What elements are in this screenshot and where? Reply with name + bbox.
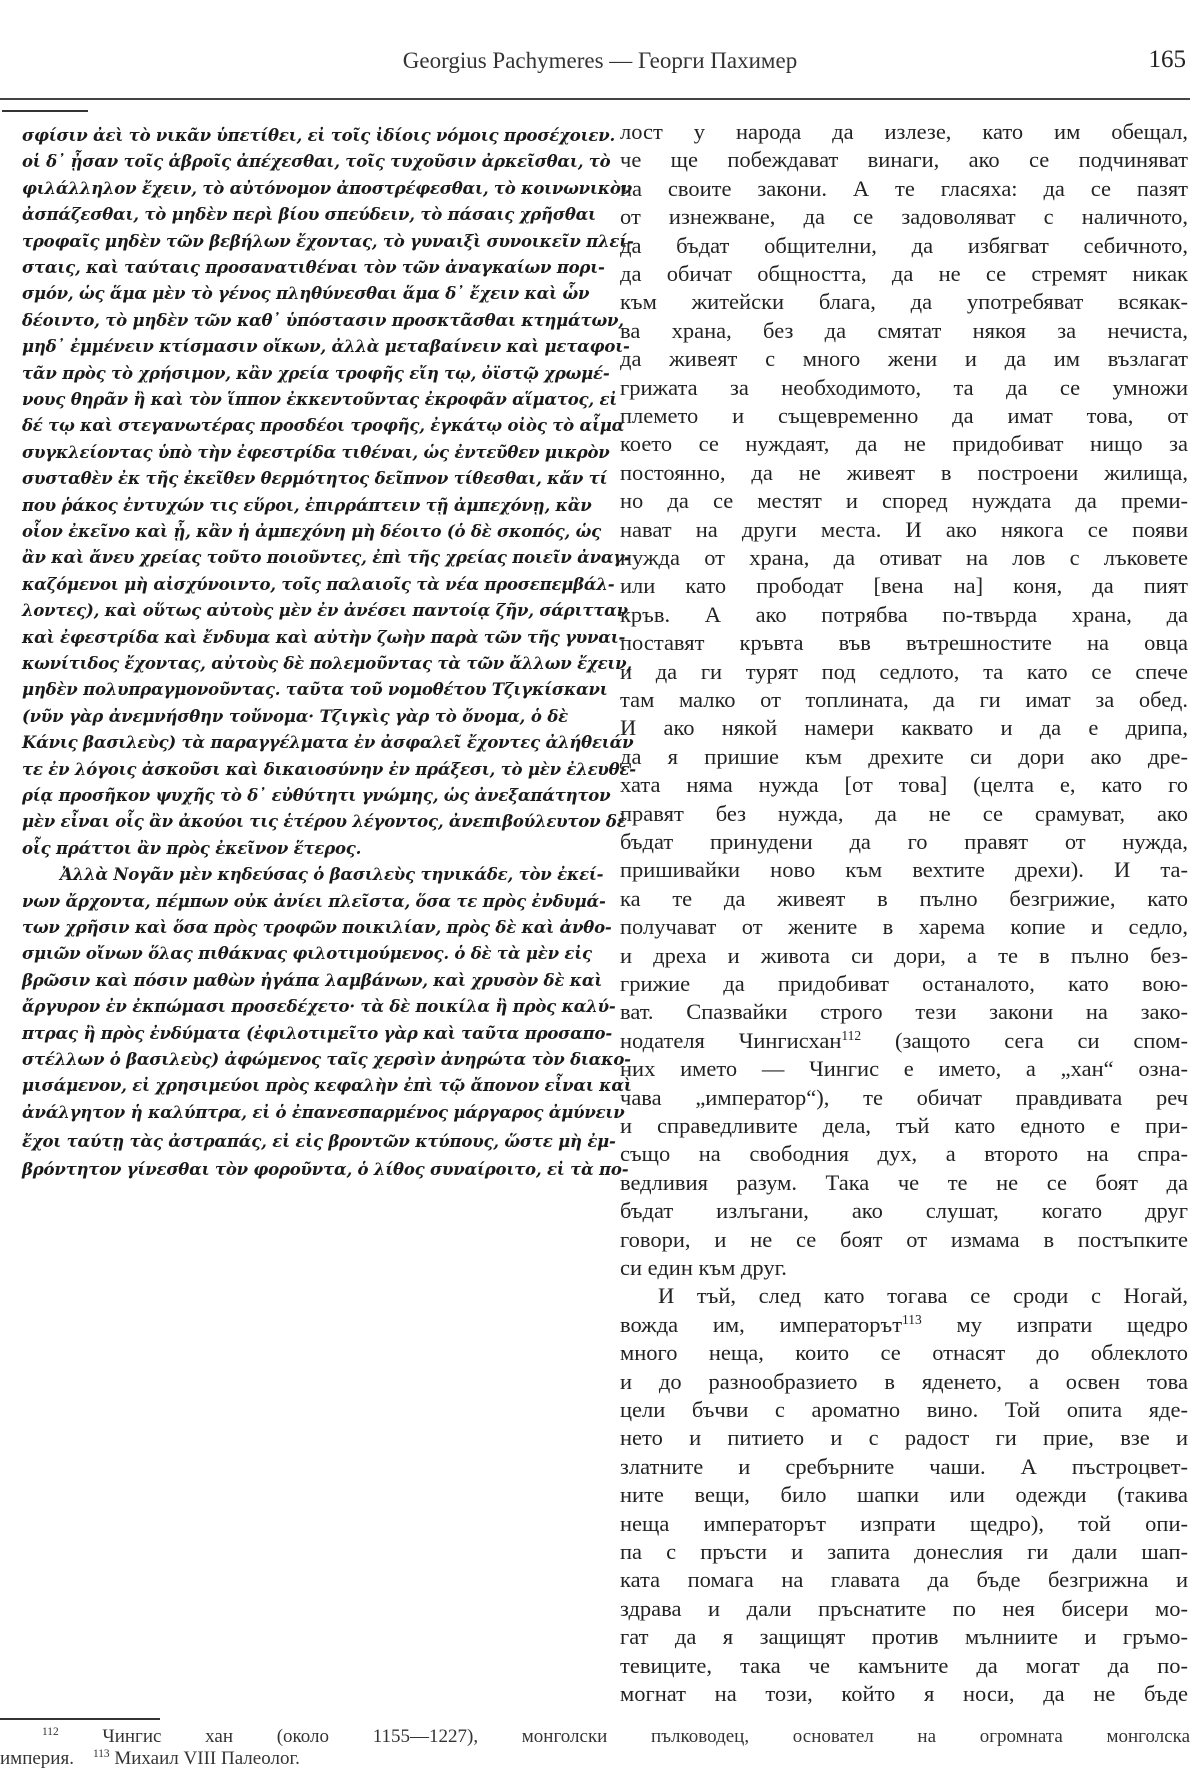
column-top-rule [2,110,88,112]
greek-text-line: δέ τῳ καὶ στεγανωτέρας προσδέοι τροφῆς, ἐγκάτῳ οἰὸς τὸ αἷμα [22,416,625,436]
line-text: (защото сега си спом- [861,1027,1188,1053]
footnote-112-continuation: империя. [0,1748,74,1769]
bulgarian-text-line [620,1027,1188,1055]
bulgarian-text-line: грижие да придобиват останалото, като вою- [620,971,1188,996]
greek-text-line: συσταθὲν ἐκ τῆς ἐκεῖθεν θερμότητος δεῖπνον τίθεσθαι, κἄν τί [22,469,608,489]
greek-text-line: που ῥάκος ἐντυχών τις εὕροι, ἐπιρράπτειν τῇ ἀμπεχόνῃ, κἂν [22,495,592,515]
bulgarian-text-line: па с пръсти и запита донеслия ги дали шап- [620,1539,1188,1564]
bulgarian-text-line: златните и сребърните чаши. А пъстроцвет- [620,1453,1188,1479]
greek-text-line: ἔχοι ταύτῃ τὰς ἀστραπάς, εἰ εἰς βροντῶν κτύπους, ὥστε μὴ ἐμ- [22,1131,616,1151]
bulgarian-text-line: получават от жените в харема копие и седло, [620,914,1188,940]
footnote-reference[interactable]: 112 [841,1027,862,1043]
bulgarian-text-line: поставят кръвта във вътрешностите на овца [620,630,1188,656]
bulgarian-text-line: ват. Спазвайки строго тези закони на зако- [620,999,1188,1025]
bulgarian-text-line: от изнежване, да се задоволяват с наличното, [620,204,1188,230]
footnote-rule [0,1718,160,1720]
greek-text-line: οἱ δ᾽ ᾖσαν τοῖς ἁβροῖς ἀπέχεσθαι, τοῖς τυχοῦσιν ἀρκεῖσθαι, τὸ [22,152,611,172]
bulgarian-text-line: или като прободат [вена на] коня, да пият [620,573,1188,599]
bulgarian-text-line: да живеят с много жени и да им възлагат [620,346,1188,372]
footnote-113-text: Михаил VIII Палеолог. [114,1748,300,1769]
bulgarian-text-line: племето и същевременно да имат това, от [620,403,1188,428]
running-header-title: Georgius Pachymeres — Георги Пахимер [402,48,798,73]
bulgarian-text-line: пришивайки ново към вехтите дрехи). И та- [620,857,1188,883]
greek-text-line: καζόμενοι μὴ αἰσχύνοιντο, τοῖς παλαιοῖς τὰ νέα προσεπεμβάλ- [22,574,615,594]
bulgarian-text-line: че ще побеждават винаги, ако се подчиняват [620,147,1188,173]
bulgarian-text-line: неща императорът изпрати щедро), той опи- [620,1510,1188,1536]
line-text: нодателя Чингисхан [620,1027,842,1053]
bulgarian-text-line: да обичат общността, да не се стремят никак [620,261,1188,286]
bulgarian-text-line: да бъдат общителни, да избягват себичното, [620,232,1188,258]
greek-text-line: βρῶσιν καὶ πόσιν μαθὼν ἠγάπα λαμβάνων, καὶ χρυσὸν δὲ καὶ [22,970,603,990]
greek-text-line: στέλλων ὁ βασιλεὺς) ἀφώμενος ταῖς χερσὶν ἀνηρώτα τὸν διακο- [22,1050,631,1069]
bulgarian-text-line: си един към друг. [620,1255,787,1280]
greek-text-line: ἂν καὶ ἄνευ χρείας τοῦτο ποιοῦντες, ἐπὶ τῆς χρείας ποιεῖν ἀναγ- [22,548,631,568]
bulgarian-text-line: цели бъчви с ароматно вино. Той опита яде- [620,1397,1188,1422]
bulgarian-text-line: здрава и дали пръснатите по нея бисери мо- [620,1595,1188,1621]
greek-text-line: Κάνις βασιλεὺς) τὰ παραγγέλματα ἐν ἀσφαλεῖ ἔχοντες ἀλήθειάν [22,733,634,753]
greek-text-line: σμιῶν οἴνων ὅλας πιθάκνας φιλοτιμούμενος. ὁ δὲ τὰ μὲν εἰς [22,944,592,964]
bulgarian-text-line: също на свободния дух, а второто на спра- [620,1141,1188,1167]
greek-text-line: λοντες), καὶ οὕτως αὐτοὺς μὲν ἐν ἀνέσει παντοίᾳ ζῆν, σάριτταν [22,601,628,621]
greek-text-line: νων ἄρχοντα, πέμπων οὐκ ἀνίει πλεῖστα, ὅσα τε πρὸς ἐνδυμά- [22,891,606,911]
bulgarian-text-line: нето и питието и с радост ги прие, взе и [620,1425,1188,1451]
bulgarian-text-line: И тъй, след като тогава се сроди с Ногай, [658,1283,1188,1309]
greek-text-line: οἷον ἐκεῖνο καὶ ᾖ, κἂν ἡ ἀμπεχόνη μὴ δέοιτο (ὁ δὲ σκοπός, ὡς [22,522,601,541]
bulgarian-text-line: ва храна, без да смятат някоя за нечиста, [620,317,1188,343]
greek-text-line: καὶ ἐφεστρίδα καὶ ἔνδυμα καὶ αὐτὴν ζωὴν παρὰ τῶν τῆς γυναι- [22,627,626,647]
bulgarian-text-line: И ако някой намери каквато и да е дрипа, [620,715,1188,741]
bulgarian-text-line: бъдат излъгани, ако слушат, когато друг [620,1198,1188,1224]
bulgarian-text-line: хата няма нужда [от това] (целта е, като го [620,772,1188,798]
greek-text-line: σμόν, ὡς ἅμα μὲν τὸ γένος πληθύνεσθαι ἅμα δ᾽ ἔχειν καὶ ὧν [22,284,590,304]
greek-text-line: φιλάλληλον ἔχειν, τὸ αὐτόνομον ἀποστρέφεσθαι, τὸ κοινωνικὸν [22,178,632,198]
greek-text-line: κωνίτιδος ἔχοντας, αὐτοὺς δὲ πολεμοῦντας τὰ τῶν ἄλλων ἔχειν, [22,654,632,673]
greek-text-line: (νῦν γὰρ ἀνεμνήσθην τοὔνομα· Τζιγκὶς γὰρ τὸ ὄνομα, ὁ δὲ [22,706,568,726]
bulgarian-text-line: на своите закони. А те гласяха: да се пазят [620,175,1188,201]
bulgarian-text-line: но да се местят и според нуждата да преми- [620,488,1188,514]
bulgarian-text-line: и да ги турят под седлото, та като се спече [620,658,1188,684]
greek-text-line: μισάμενον, εἰ χρησιμεύοι πρὸς κεφαλὴν ἐπὶ τῷ ἄπονον εἶναι καὶ [22,1076,632,1096]
bulgarian-text-line: тевиците, така че камъните да могат да по- [620,1652,1188,1678]
bulgarian-text-line: гат да я защищят против мълниите и гръмо- [620,1624,1188,1650]
greek-text-line: ἀνάλγητον ἡ καλύπτρα, εἰ ὁ ἐπανεσπαρμένος μάργαρος ἀμύνειν [22,1103,625,1122]
bulgarian-text-line: ните вещи, било шапки или одежди (такива [620,1482,1188,1508]
greek-text-line: τροφαῖς μηδὲν τῶν βεβήλων ἔχοντας, τὸ γυναιξὶ συνοικεῖν πλεί- [22,231,634,251]
footnote-line-2 [0,1748,1190,1770]
bulgarian-text-line: нават на други места. И ако някога се появи [620,516,1188,542]
bulgarian-text-line: ка те да живеят в пълно безгрижие, като [620,885,1188,911]
greek-text-line: μηδὲν πολυπραγμονοῦντας. ταῦτα τοῦ νομοθέτου Τζιγκίσκανι [22,680,608,700]
greek-text-line: μὲν εἶναι οἷς ἂν ἀκούοι τις ἑτέρου λέγοντος, ἀνεπιβούλευτον δὲ [22,812,627,832]
greek-text-line: σταις, καὶ ταύταις προσανατιθέναι τὸν τῶν ἀναγκαίων πορι- [22,258,605,277]
greek-text-line: ἄργυρον ἐν ἐκπώμασι προσεδέχετο· τὰ δὲ ποικίλα ἢ πρὸς καλύ- [22,997,616,1017]
greek-text-line: οἷς πράττοι ἂν πρὸς ἐκεῖνον ἕτερος. [22,838,362,858]
bulgarian-text-line: към житейски блага, да употребяват всякак- [620,289,1188,315]
bulgarian-text-line: ведливия разум. Така че те не се боят да [620,1169,1188,1195]
bulgarian-text-line: там малко от топлината, да ги имат за обед. [620,687,1188,712]
greek-text-line: ἀσπάζεσθαι, τὸ μηδὲν περὶ βίου σπεύδειν, τὸ πάσαις χρῆσθαι [22,205,596,225]
greek-text-line: τε ἐν λόγοις ἀσκοῦσι καὶ δικαιοσύνην ἐν πράξεσι, τὸ μὲν ἐλευθε- [22,759,636,779]
bulgarian-text-line: грижата за необходимото, та да се умножи [620,374,1188,400]
footnote-reference[interactable]: 113 [902,1311,922,1327]
greek-text-line: τᾶν πρὸς τὸ χρήσιμον, κἂν χρεία τροφῆς εἴη τῳ, ὀϊστῷ χρωμέ- [22,363,610,383]
footnote-112 [42,1726,1190,1748]
footnote-112-text: Чингис хан (около 1155—1227), монголски пълководец, основател на огромната монголска [102,1726,1191,1747]
bulgarian-text-line: нужда от храна, да отиват на лов с лъковете [620,545,1188,570]
bulgarian-text-line: да я пришие към дрехите си дори ако дре- [620,743,1188,769]
bulgarian-text-line: постоянно, да не живеят в построени жилища, [620,459,1188,485]
line-text: му изпрати щедро [921,1311,1188,1337]
header-rule [0,98,1190,100]
bulgarian-text-line: бъдат принудени да го правят от нужда, [620,829,1188,854]
greek-text-line: Ἀλλὰ Νογᾶν μὲν κηδεύσας ὁ βασιλεὺς τηνικάδε, τὸν ἐκεί- [60,865,604,885]
bulgarian-text-line: могнат на този, който я носи, да не бъде [620,1681,1188,1706]
line-text: вожда им, императорът [620,1311,903,1337]
bulgarian-text-line: них името — Чингис е името, а „хан“ озна- [620,1056,1188,1082]
greek-text-line: μηδ᾽ ἐμμένειν κτίσμασιν οἴκων, ἀλλὰ μεταβαίνειν καὶ μεταφοι- [22,337,630,357]
bulgarian-text-line: лост у народа да излезе, като им обещал, [620,119,1188,144]
greek-text-line: συγκλείοντας ὑπὸ τὴν ἐφεστρίδα τιθέναι, ὡς ἐντεῦθεν μικρὸν [22,442,610,462]
greek-text-line: σφίσιν ἀεὶ τὸ νικᾶν ὑπετίθει, εἰ τοῖς ἰδίοις νόμοις προσέχοιεν. [22,126,615,145]
greek-text-line: βρόντητον γίνεσθαι τὸν φοροῦντα, ὁ λίθος συναίροιτο, εἰ τὰ πο- [22,1160,629,1179]
bulgarian-text-line: много неща, които се отнасят до облеклото [620,1340,1188,1366]
greek-text-line: των χρῆσιν καὶ ὅσα πρὸς τροφῶν ποικιλίαν, πρὸς δὲ καὶ ἀνθο- [22,918,612,937]
greek-text-line: νους θηρᾶν ἢ καὶ τὸν ἵππον ἐκκεντοῦντας ἐκροφᾶν αἵματος, εἰ [22,390,618,409]
bulgarian-text-line: ката помага на главата да бъде безгрижна и [620,1567,1188,1593]
bulgarian-text-line: кръв. А ако потрябва по-твърда храна, да [620,601,1188,627]
page-number: 165 [1148,46,1186,73]
bulgarian-text-line: говори, и не се боят от измама в постъпките [620,1226,1188,1252]
bulgarian-text-line [620,1311,1188,1339]
bulgarian-text-line: което се нуждаят, да не придобиват нищо за [620,431,1188,457]
greek-text-line: ρίᾳ προσῆκον ψυχῆς τὸ δ᾽ εὐθύτητι γνώμης, ὡς ἀνεξαπάτητον [22,786,611,805]
footnote-113-number: 113 [92,1748,110,1761]
bulgarian-text-line: и справедливите дела, тъй като едното е при- [620,1113,1188,1138]
footnote-112-number: 112 [42,1726,59,1739]
bulgarian-text-line: правят без нужда, да не се срамуват, ако [620,800,1188,826]
greek-text-line: δέοιντο, τὸ μηδὲν τῶν καθ᾽ ὑπόστασιν προσκτᾶσθαι κτημάτων, [22,310,624,330]
bulgarian-text-line: и дреха и живота си дори, а те в пълно без- [620,942,1188,968]
bulgarian-text-line: чава „император“), те обичат правдивата реч [620,1084,1188,1110]
greek-text-line: πτρας ἢ πρὸς ἐνδύματα (ἐφιλοτιμεῖτο γὰρ καὶ ταῦτα προσαπο- [22,1023,612,1043]
bulgarian-text-line: и до разнообразието в яденето, а освен това [620,1368,1188,1394]
